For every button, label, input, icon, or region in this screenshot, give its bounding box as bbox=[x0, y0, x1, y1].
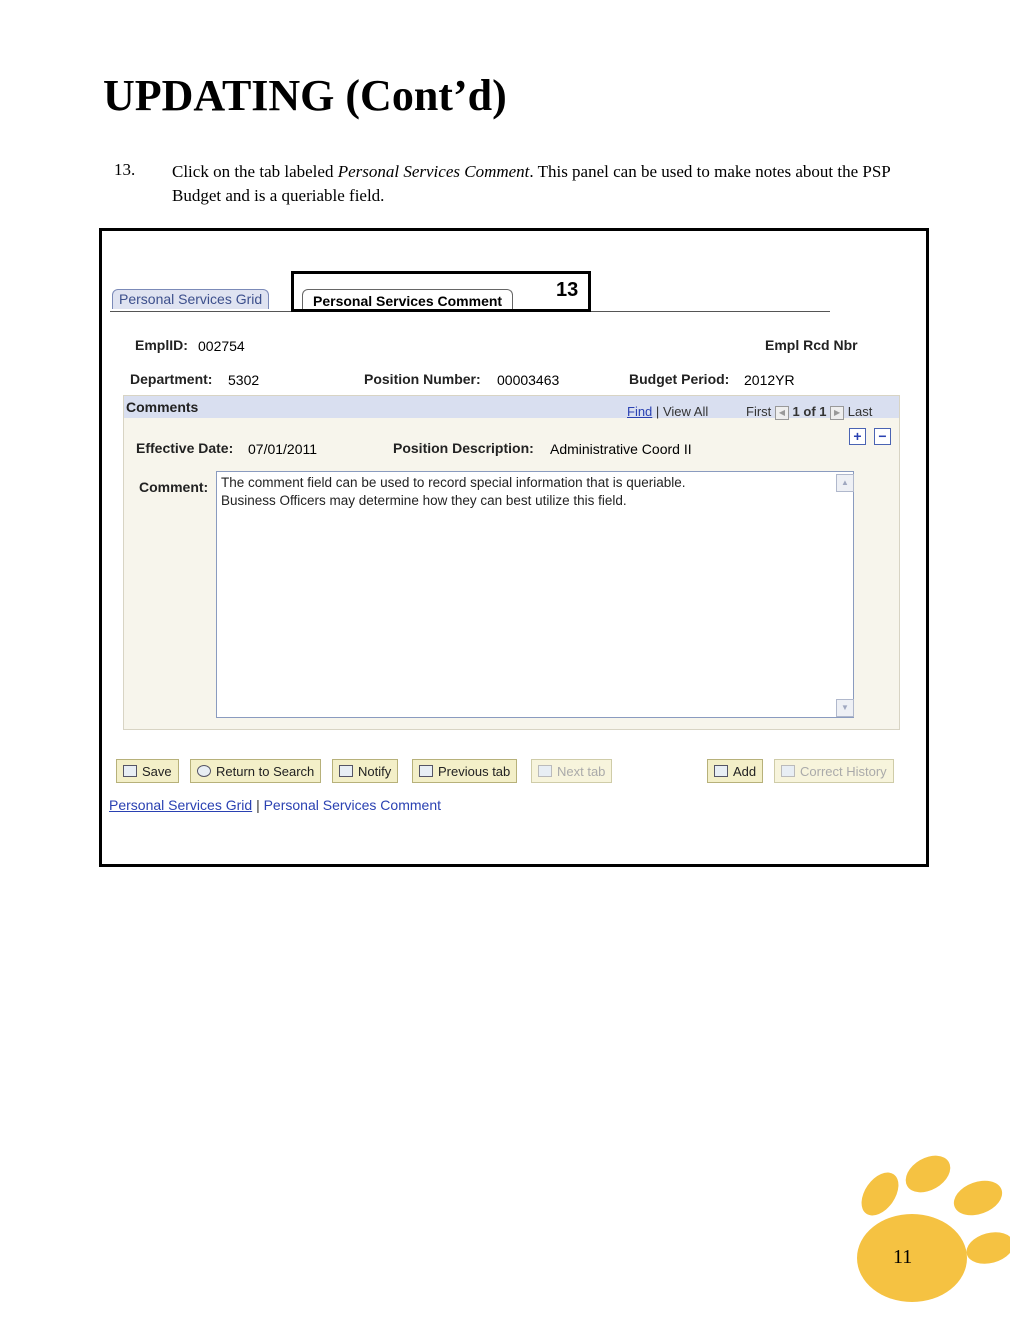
emplid-label: EmplID: bbox=[135, 337, 188, 353]
position-description-label: Position Description: bbox=[393, 440, 534, 456]
bottom-link-separator: | bbox=[256, 797, 260, 813]
budget-period-value: 2012YR bbox=[744, 372, 795, 388]
bottom-link-grid[interactable]: Personal Services Grid bbox=[109, 797, 253, 813]
paw-toe-3 bbox=[949, 1174, 1007, 1221]
step-callout-box bbox=[291, 271, 591, 312]
paw-toe-1 bbox=[854, 1166, 906, 1223]
first-link[interactable]: First bbox=[746, 404, 772, 419]
department-label: Department: bbox=[130, 371, 213, 387]
step-text-after: . This panel can be used to make notes about the PSP Budget and is a queriable field. bbox=[172, 162, 891, 205]
save-button[interactable] bbox=[116, 759, 179, 783]
last-link[interactable]: Last bbox=[847, 404, 873, 419]
notify-icon bbox=[339, 765, 353, 777]
position-description-value: Administrative Coord II bbox=[550, 441, 692, 457]
return-to-search-button[interactable] bbox=[190, 759, 321, 783]
comments-panel-title: Comments bbox=[126, 399, 199, 415]
empl-rcd-label: Empl Rcd Nbr bbox=[765, 337, 858, 353]
tiger-paw-logo bbox=[850, 1152, 1010, 1307]
delete-row-button[interactable]: − bbox=[874, 428, 891, 445]
next-arrow-icon[interactable]: ▶ bbox=[830, 406, 844, 420]
view-all-link[interactable]: View All bbox=[662, 404, 709, 419]
previous-tab-label: Previous tab bbox=[438, 764, 511, 779]
correct-history-label: Correct History bbox=[800, 764, 887, 779]
pagination bbox=[746, 404, 872, 420]
tab-personal-services-comment[interactable]: Personal Services Comment bbox=[302, 289, 513, 311]
page-number: 11 bbox=[893, 1246, 913, 1268]
notify-label: Notify bbox=[358, 764, 392, 779]
emplid-value: 002754 bbox=[198, 338, 245, 354]
page-heading: UPDATING (Cont’d) bbox=[103, 71, 507, 120]
step-number: 13. bbox=[114, 160, 136, 179]
comments-panel-header bbox=[124, 396, 899, 418]
effective-date-value: 07/01/2011 bbox=[248, 441, 318, 457]
add-button[interactable] bbox=[707, 759, 763, 783]
add-row-button[interactable]: + bbox=[849, 428, 866, 445]
bottom-tab-links bbox=[109, 797, 441, 813]
bottom-link-comment: Personal Services Comment bbox=[263, 797, 441, 813]
paw-toe-4 bbox=[963, 1227, 1010, 1268]
comment-label: Comment: bbox=[139, 479, 209, 495]
search-icon bbox=[197, 765, 211, 777]
next-tab-button[interactable] bbox=[531, 759, 612, 783]
add-label: Add bbox=[733, 764, 757, 779]
screenshot-frame bbox=[99, 228, 929, 867]
nav-separator: | bbox=[655, 404, 660, 419]
correct-history-button[interactable] bbox=[774, 759, 894, 783]
find-link-text[interactable]: Find bbox=[627, 404, 653, 419]
next-tab-label: Next tab bbox=[557, 764, 606, 779]
return-to-search-label: Return to Search bbox=[216, 764, 315, 779]
comment-textarea[interactable]: The comment field can be used to record special information that is queriable. Business Officers may determine how they can best utilize this field. bbox=[216, 471, 854, 718]
scroll-up-arrow-icon[interactable]: ▲ bbox=[836, 474, 854, 492]
row-count: 1 of 1 bbox=[792, 404, 827, 419]
paw-toe-2 bbox=[899, 1152, 957, 1200]
budget-period-label: Budget Period: bbox=[629, 371, 730, 387]
add-icon bbox=[714, 765, 728, 777]
step-callout-label: 13 bbox=[556, 279, 579, 301]
next-tab-icon bbox=[538, 765, 552, 777]
step-text-italic: Personal Services Comment bbox=[337, 162, 530, 181]
scroll-down-arrow-icon[interactable]: ▼ bbox=[836, 699, 854, 717]
position-number-label: Position Number: bbox=[364, 371, 481, 387]
previous-tab-button[interactable] bbox=[412, 759, 517, 783]
comments-panel bbox=[123, 395, 900, 730]
notify-button[interactable] bbox=[332, 759, 398, 783]
find-link[interactable] bbox=[627, 404, 708, 419]
tab-personal-services-grid[interactable]: Personal Services Grid bbox=[112, 289, 269, 309]
step-text-before: Click on the tab labeled bbox=[172, 162, 338, 181]
step-instruction bbox=[172, 160, 892, 208]
position-number-value: 00003463 bbox=[497, 372, 560, 388]
correct-history-icon bbox=[781, 765, 795, 777]
effective-date-label: Effective Date: bbox=[136, 440, 234, 456]
previous-arrow-icon[interactable]: ◀ bbox=[775, 406, 789, 420]
department-value: 5302 bbox=[228, 372, 260, 388]
save-icon bbox=[123, 765, 137, 777]
previous-tab-icon bbox=[419, 765, 433, 777]
save-label: Save bbox=[142, 764, 172, 779]
